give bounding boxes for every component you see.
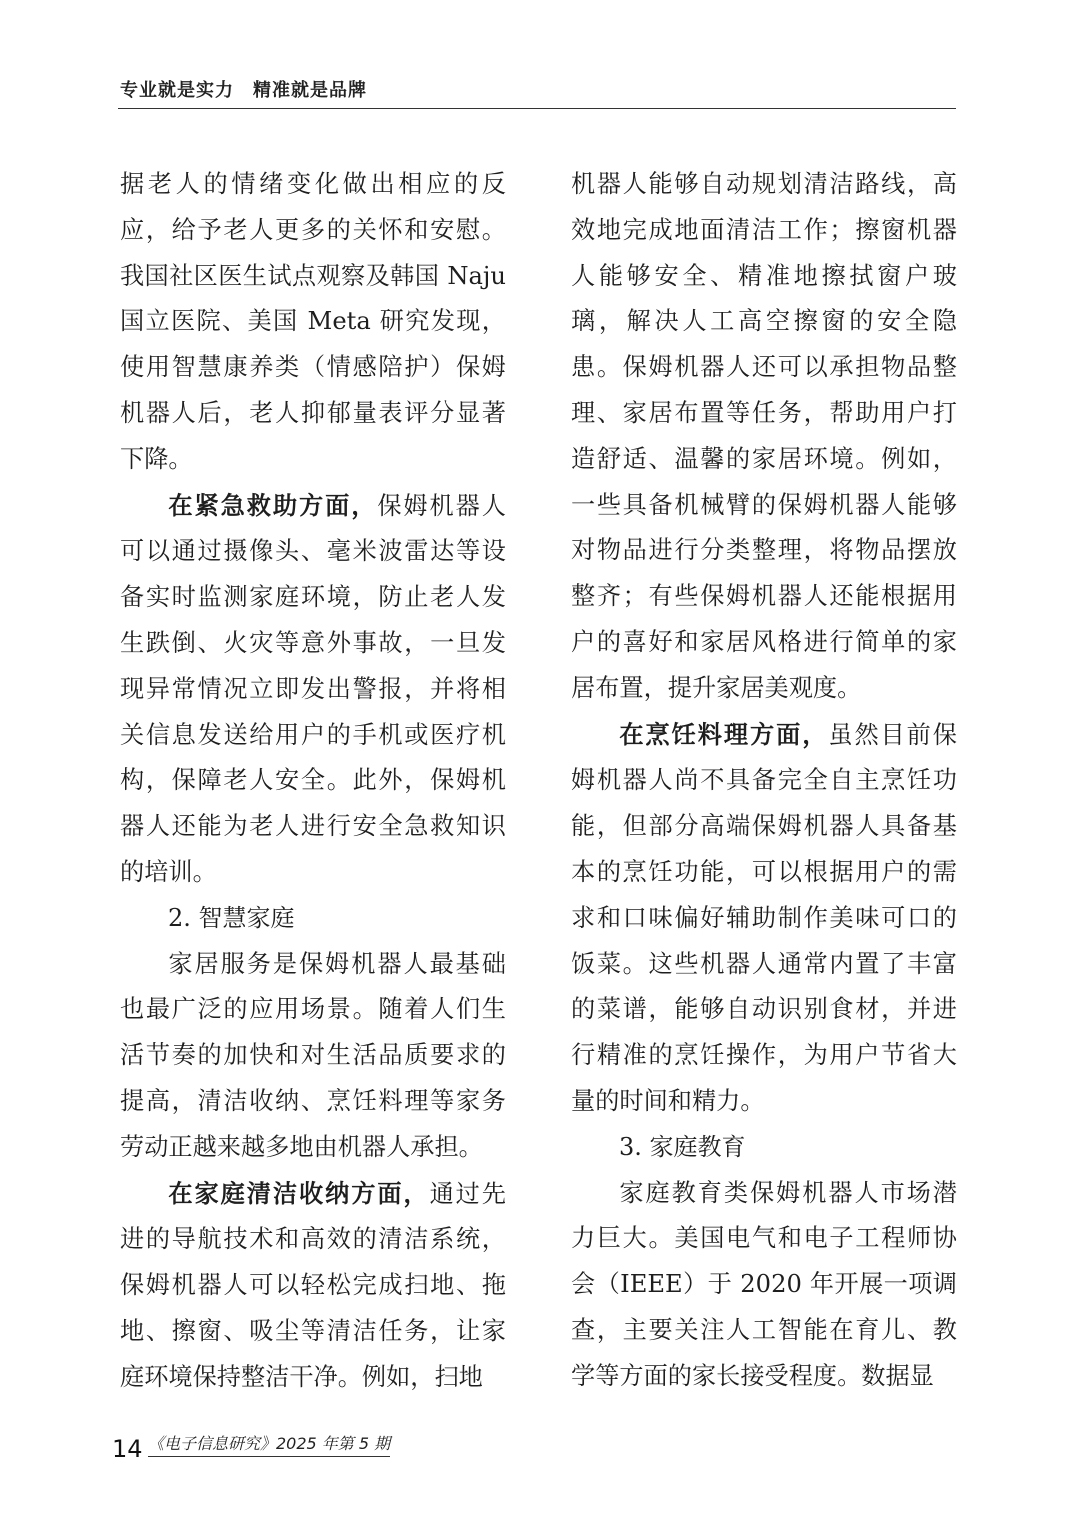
page-number: 14 (112, 1435, 143, 1463)
page-header (118, 76, 956, 109)
section-heading: 2. 智慧家庭 (168, 903, 295, 932)
page-footer (112, 1429, 412, 1463)
paragraph (120, 483, 506, 896)
journal-citation: 《电子信息研究》2025 年第 5 期 (148, 1431, 390, 1457)
left-column (120, 162, 506, 1401)
paragraph-lead: 在紧急救助方面， (168, 490, 378, 520)
right-column (571, 162, 957, 1400)
header-slogan: 专业就是实力 精准就是品牌 (120, 80, 367, 101)
paragraph-body: 保姆机器人可以通过摄像头、毫米波雷达等设备实时监测家庭环境，防止老人发生跌倒、火灾等意外事故，一旦发现异常情况立即发出警报，并将相关信息发送给用户的手机或医疗机构，保障老人安全。此外，保姆机器人还能为老人进行安全急救知识的培训。 (120, 491, 506, 886)
section-heading: 3. 家庭教育 (619, 1132, 746, 1161)
paragraph: 据老人的情绪变化做出相应的反应，给予老人更多的关怀和安慰。我国社区医生试点观察及韩国 Naju 国立医院、美国 Meta 研究发现，使用智慧康养类（情感陪护）保姆机器人后，老人抑郁量表评分显著下降。 (120, 170, 506, 473)
paragraph: 机器人能够自动规划清洁路线，高效地完成地面清洁工作；擦窗机器人能够安全、精准地擦拭窗户玻璃，解决人工高空擦窗的安全隐患。保姆机器人还可以承担物品整理、家居布置等任务，帮助用户打造舒适、温馨的家居环境。例如，一些具备机械臂的保姆机器人能够对物品进行分类整理，将物品摆放整齐；有些保姆机器人还能根据用户的喜好和家居风格进行简单的家居布置，提升家居美观度。 (571, 170, 957, 702)
paragraph-lead: 在家庭清洁收纳方面， (168, 1178, 430, 1208)
paragraph: 家居服务是保姆机器人最基础也最广泛的应用场景。随着人们生活节奏的加快和对生活品质要求的提高，清洁收纳、烹饪料理等家务劳动正越来越多地由机器人承担。 (120, 949, 506, 1161)
paragraph: 家庭教育类保姆机器人市场潜力巨大。美国电气和电子工程师协会（IEEE）于 2020 年开展一项调查，主要关注人工智能在育儿、教学等方面的家长接受程度。数据显 (571, 1178, 957, 1390)
paragraph (571, 712, 957, 1125)
paragraph (120, 1171, 506, 1401)
paragraph-body: 通过先进的导航技术和高效的清洁系统，保姆机器人可以轻松完成扫地、拖地、擦窗、吸尘等清洁任务，让家庭环境保持整洁干净。例如，扫地 (120, 1179, 506, 1391)
paragraph-lead: 在烹饪料理方面， (619, 719, 829, 749)
paragraph-body: 虽然目前保姆机器人尚不具备完全自主烹饪功能，但部分高端保姆机器人具备基本的烹饪功能，可以根据用户的需求和口味偏好辅助制作美味可口的饭菜。这些机器人通常内置了丰富的菜谱，能够自动识别食材，并进行精准的烹饪操作，为用户节省大量的时间和精力。 (571, 720, 957, 1115)
